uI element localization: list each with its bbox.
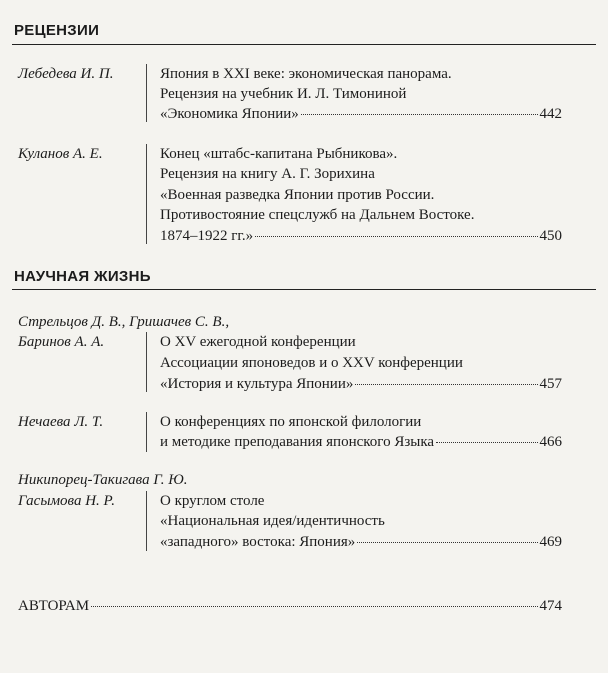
- entry-leader-line: [160, 228, 562, 245]
- entry-author: Никипорец-Такигава Г. Ю.: [18, 472, 188, 488]
- entry-title-line: Ассоциации японоведов и о XXV конференции: [160, 355, 463, 371]
- authors-section-label: АВТОРАМ: [18, 598, 90, 614]
- entry-author: Стрельцов Д. В., Гришачев С. В.,: [18, 314, 230, 330]
- entry-divider: [146, 144, 147, 244]
- entry-divider: [146, 491, 147, 551]
- entry-author: Лебедева И. П.: [18, 66, 114, 82]
- authors-section-line: [18, 598, 562, 615]
- entry-title-line: «История и культура Японии»: [160, 376, 354, 392]
- leader-dots: [357, 542, 537, 543]
- entry-title-line: О круглом столе: [160, 493, 265, 509]
- entry-divider: [146, 412, 147, 452]
- entry-title-line: «Экономика Японии»: [160, 106, 299, 122]
- section-heading-reviews: РЕЦЕНЗИИ: [14, 22, 100, 39]
- entry-title-line: Рецензия на книгу А. Г. Зорихина: [160, 166, 375, 182]
- entry-title-line: О XV ежегодной конференции: [160, 334, 356, 350]
- entry-title-line: и методике преподавания японского Языка: [160, 434, 435, 450]
- leader-dots: [436, 442, 537, 443]
- section-rule: [12, 289, 596, 290]
- entry-divider: [146, 64, 147, 122]
- entry-title-line: Противостояние спецслужб на Дальнем Востоке.: [160, 207, 475, 223]
- leader-dots: [355, 384, 537, 385]
- entry-title-line: «Военная разведка Японии против России.: [160, 187, 435, 203]
- entry-author: Куланов А. Е.: [18, 146, 103, 162]
- entry-title-line: О конференциях по японской филологии: [160, 414, 422, 430]
- section-rule: [12, 44, 596, 45]
- entry-leader-line: [160, 434, 562, 451]
- entry-leader-line: [160, 376, 562, 393]
- entry-page-number[interactable]: 474: [539, 598, 562, 614]
- entry-page-number[interactable]: 442: [539, 106, 562, 122]
- entry-author: Гасымова Н. Р.: [18, 493, 115, 509]
- entry-page-number[interactable]: 457: [539, 376, 562, 392]
- entry-title-line: «западного» востока: Япония»: [160, 534, 356, 550]
- leader-dots: [301, 114, 538, 115]
- entry-page-number[interactable]: 469: [539, 534, 562, 550]
- entry-leader-line: [160, 106, 562, 123]
- entry-leader-line: [160, 534, 562, 551]
- entry-divider: [146, 332, 147, 392]
- entry-title-line: Конец «штабс-капитана Рыбникова».: [160, 146, 398, 162]
- entry-page-number[interactable]: 450: [539, 228, 562, 244]
- entry-title-line: 1874–1922 гг.»: [160, 228, 254, 244]
- entry-author: Нечаева Л. Т.: [18, 414, 104, 430]
- entry-page-number[interactable]: 466: [539, 434, 562, 450]
- leader-dots: [91, 606, 537, 607]
- section-heading-science-life: НАУЧНАЯ ЖИЗНЬ: [14, 268, 151, 285]
- entry-title-line: Рецензия на учебник И. Л. Тимониной: [160, 86, 407, 102]
- entry-title-line: «Национальная идея/идентичность: [160, 513, 385, 529]
- entry-author: Баринов А. А.: [18, 334, 105, 350]
- leader-dots: [255, 236, 537, 237]
- entry-title-line: Япония в XXI веке: экономическая панорама.: [160, 66, 452, 82]
